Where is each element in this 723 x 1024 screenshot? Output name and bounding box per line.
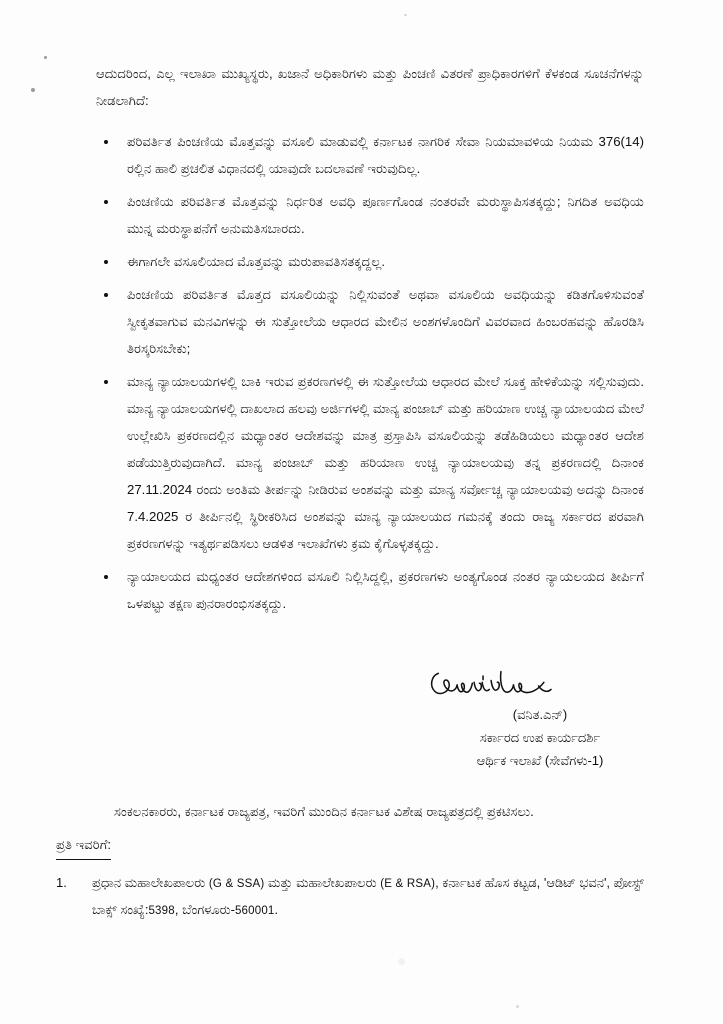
gazette-publication-note: ಸಂಕಲನಕಾರರು, ಕರ್ನಾಟಕ ರಾಜ್ಯಪತ್ರ, ಇವರಿಗೆ ಮುಂದಿನ ಕರ್ನಾಟಕ ವಿಶೇಷ ರಾಜ್ಯಪತ್ರದಲ್ಲಿ ಪ್ರಕಟಿಸಲು. bbox=[114, 804, 534, 819]
instruction-text: ಮಾನ್ಯ ನ್ಯಾಯಾಲಯಗಳಲ್ಲಿ ಬಾಕಿ ಇರುವ ಪ್ರಕರಣಗಳಲ್ಲಿ ಈ ಸುತ್ತೋಲೆಯ ಆಧಾರದ ಮೇಲೆ ಸೂಕ್ತ ಹೇಳಿಕೆಯನ್ನು ಸಲ್ಲಿಸುವುದು. ಮಾನ್ಯ ನ್ಯಾಯಾಲಯಗಳಲ್ಲಿ ದಾಖಲಾದ ಹಲವು ಅರ್ಜಿಗಳಲ್ಲಿ ಮಾನ್ಯ ಪಂಜಾಬ್ ಮತ್ತು ಹರಿಯಾಣ ಉಚ್ಚ ನ್ಯಾಯಾಲಯದ ಮೇಲೆ ಉಲ್ಲೇಖಿಸಿ ಪ್ರಕರಣದಲ್ಲಿನ ಮಧ್ಯಾಂತರ ಆದೇಶವನ್ನು ಮಾತ್ರ ಪ್ರಸ್ತಾಪಿಸಿ ವಸೂಲಿಯನ್ನು ತಡೆಹಿಡಿಯಲು ಮಧ್ಯಾಂತರ ಆದೇಶ ಪಡೆಯುತ್ತಿರುವುದಾಗಿದೆ. ಮಾನ್ಯ ಪಂಜಾಬ್ ಮತ್ತು ಹರಿಯಾಣ ಉಚ್ಚ ನ್ಯಾಯಾಲಯವು ತನ್ನ ಪ್ರಕರಣದಲ್ಲಿ ದಿನಾಂಕ 27.11.2024 ರಂದು ಅಂತಿಮ ತೀರ್ಪನ್ನು ನೀಡಿರುವ ಅಂಶವನ್ನು ಮತ್ತು ಮಾನ್ಯ ಸರ್ವೋಚ್ಚ ನ್ಯಾಯಾಲಯವು ಅದನ್ನು ದಿನಾಂಕ 7.4.2025 ರ ತೀರ್ಪಿನಲ್ಲಿ ಸ್ಥಿರೀಕರಿಸಿದ ಅಂಶವನ್ನು ಮಾನ್ಯ ನ್ಯಾಯಾಲಯದ ಗಮನಕ್ಕೆ ತಂದು ರಾಜ್ಯ ಸರ್ಕಾರದ ಪರವಾಗಿ ಪ್ರಕರಣಗಳನ್ನು ಇತ್ಯರ್ಥಪಡಿಸಲು ಆಡಳಿತ ಇಲಾಖೆಗಳು ಕ್ರಮ ಕೈಗೊಳ್ಳತಕ್ಕದ್ದು. bbox=[127, 374, 644, 551]
scan-speckle bbox=[404, 14, 407, 16]
recipient-text-part: ಮತ್ತು ಮಹಾಲೇಖಪಾಲರು bbox=[264, 875, 381, 890]
instruction-item-3 bbox=[96, 248, 644, 275]
recipient-address-part: , ಬೆಂಗಳೂರು- bbox=[174, 902, 235, 917]
copy-to-list bbox=[56, 870, 644, 924]
document-body bbox=[96, 60, 644, 617]
handwritten-signature-icon bbox=[424, 668, 558, 702]
instruction-item-2 bbox=[96, 188, 644, 242]
signatory-name: (ವನಿತ.ಎನ್) bbox=[512, 707, 568, 722]
instruction-item-1 bbox=[96, 128, 644, 182]
instructions-list bbox=[96, 128, 644, 617]
instruction-item-5 bbox=[96, 368, 644, 557]
recipient-code-g-ssa: (G & SSA) bbox=[208, 878, 265, 890]
signature-block bbox=[424, 668, 656, 772]
signatory-department: ಆರ್ಥಿಕ ಇಲಾಖೆ (ಸೇವೆಗಳು-1) bbox=[476, 753, 604, 768]
post-box-number: 5398 bbox=[148, 905, 175, 917]
recipient-code-e-rsa: (E & RSA) bbox=[380, 878, 436, 890]
scan-speckle bbox=[516, 1005, 519, 1008]
document-footer bbox=[56, 798, 644, 924]
instruction-item-4 bbox=[96, 281, 644, 362]
list-number: 1. bbox=[56, 875, 67, 890]
pin-code: 560001 bbox=[234, 905, 275, 917]
copy-list-item bbox=[56, 870, 644, 924]
scan-speckle bbox=[31, 88, 35, 92]
recipient-text-part: ಪ್ರಧಾನ ಮಹಾಲೇಖಪಾಲರು bbox=[92, 875, 209, 890]
instruction-text: ನ್ಯಾಯಾಲಯದ ಮಧ್ಯಂತರ ಆದೇಶಗಳಿಂದ ವಸೂಲಿ ನಿಲ್ಲಿಸಿದ್ದಲ್ಲಿ, ಪ್ರಕರಣಗಳು ಅಂತ್ಯಗೊಂಡ ನಂತರ ನ್ಯಾಯಲಯದ ತೀರ್ಪಿಗೆ ಒಳಪಟ್ಟು ತಕ್ಷಣ ಪುನರಾರಂಭಿಸತಕ್ಕದ್ದು. bbox=[127, 569, 644, 611]
intro-paragraph: ಆದುದರಿಂದ, ಎಲ್ಲ ಇಲಾಖಾ ಮುಖ್ಯಸ್ಥರು, ಖಜಾನೆ ಅಧಿಕಾರಿಗಳು ಮತ್ತು ಪಿಂಚಣಿ ವಿತರಣೆ ಪ್ರಾಧಿಕಾರಗಳಿಗೆ ಕೆಳಕಂಡ ಸೂಚನೆಗಳನ್ನು ನೀಡಲಾಗಿದೆ: bbox=[96, 66, 644, 108]
instruction-text: ಪರಿವರ್ತಿತ ಪಿಂಚಣಿಯ ಮೊತ್ತವನ್ನು ವಸೂಲಿ ಮಾಡುವಲ್ಲಿ ಕರ್ನಾಟಕ ನಾಗರಿಕ ಸೇವಾ ನಿಯಮಾವಳಿಯ ನಿಯಮ 376(14) ರಲ್ಲಿನ ಹಾಲಿ ಪ್ರಚಲಿತ ವಿಧಾನದಲ್ಲಿ ಯಾವುದೇ ಬದಲಾವಣೆ ಇರುವುದಿಲ್ಲ. bbox=[127, 134, 644, 176]
recipient-text-part: , ಕರ್ನಾಟಕ ಹೊಸ ಕಟ್ಟಡ, bbox=[435, 875, 541, 890]
scan-speckle bbox=[44, 56, 47, 59]
instruction-item-6 bbox=[96, 563, 644, 617]
instruction-text: ಈಗಾಗಲೇ ವಸೂಲಿಯಾದ ಮೊತ್ತವನ್ನು ಮರುಪಾವತಿಸತಕ್ಕದ್ದಲ್ಲ. bbox=[127, 254, 386, 269]
copy-heading-wrapper bbox=[56, 825, 644, 864]
signatory-designation: ಸರ್ಕಾರದ ಉಪ ಕಾರ್ಯದರ್ಶಿ bbox=[479, 730, 601, 745]
copy-to-heading: ಪ್ರತಿ ಇವರಿಗೆ: bbox=[56, 831, 111, 860]
scan-speckle bbox=[398, 958, 405, 965]
instruction-text: ಪಿಂಚಣಿಯ ಪರಿವರ್ತಿತ ಮೊತ್ತವನ್ನು ನಿರ್ಧರಿತ ಅವಧಿ ಪೂರ್ಣಗೊಂಡ ನಂತರವೇ ಮರುಸ್ಥಾಪಿಸತಕ್ಕದ್ದು; ನಿಗದಿತ ಅವಧಿಯ ಮುನ್ನ ಮರುಸ್ಥಾಪನೆಗೆ ಅನುಮತಿಸಬಾರದು. bbox=[127, 194, 644, 236]
recipient-address-part: . bbox=[274, 902, 279, 917]
instruction-text: ಪಿಂಚಣಿಯ ಪರಿವರ್ತಿತ ಮೊತ್ತದ ವಸೂಲಿಯನ್ನು ನಿಲ್ಲಿಸುವಂತೆ ಅಥವಾ ವಸೂಲಿಯ ಅವಧಿಯನ್ನು ಕಡಿತಗೊಳಿಸುವಂತೆ ಸ್ವೀಕೃತವಾಗುವ ಮನವಿಗಳನ್ನು ಈ ಸುತ್ತೋಲೆಯ ಆಧಾರದ ಮೇಲಿನ ಅಂಶಗಳೊಂದಿಗೆ ವಿವರವಾದ ಹಿಂಬರಹವನ್ನು ಹೊರಡಿಸಿ ತಿರಸ್ಕರಿಸಬೇಕು; bbox=[127, 287, 644, 356]
recipient-address-part: 'ಆಡಿಟ್ ಭವನ', ಪೋಸ್ಟ್ ಬಾಕ್ಸ್ ಸಂಖ್ಯೆ: bbox=[92, 875, 644, 917]
